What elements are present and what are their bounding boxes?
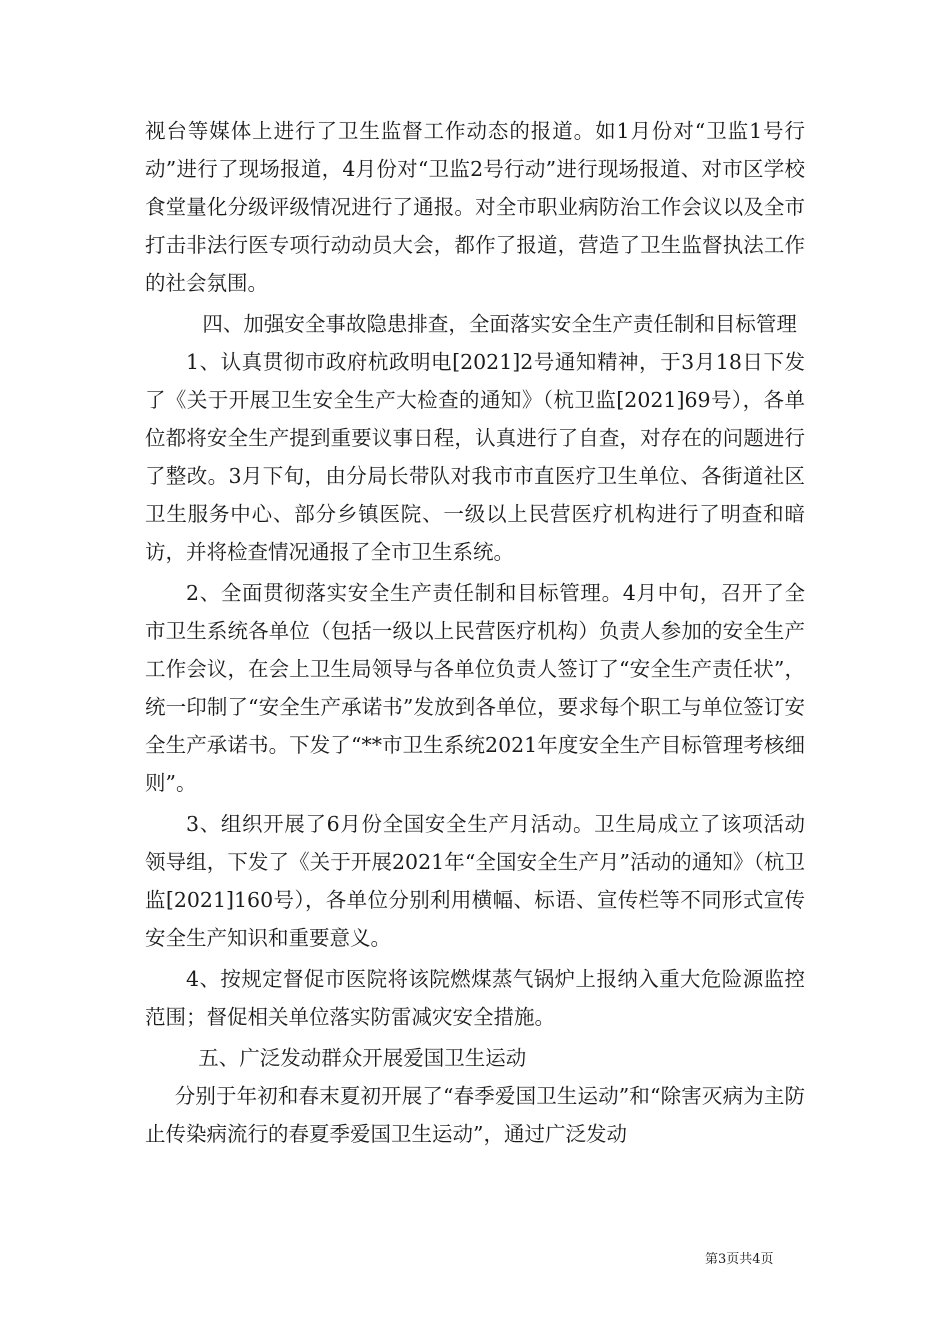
paragraph-item-4: 4、按规定督促市医院将该院燃煤蒸气锅炉上报纳入重大危险源监控范围；督促相关单位落实防雷减灾安全措施。 bbox=[145, 967, 805, 1029]
paragraph-item-3: 3、组织开展了6月份全国安全生产月活动。卫生局成立了该项活动领导组，下发了《关于开展2021年“全国安全生产月”活动的通知》（杭卫监[2021]160号），各单位分别利用横幅、标语、宣传栏等不同形式宣传安全生产知识和重要意义。 bbox=[145, 812, 805, 950]
page-number-footer: 第3页共4页 bbox=[705, 1252, 774, 1267]
paragraph-media-coverage: 视台等媒体上进行了卫生监督工作动态的报道。如1月份对“卫监1号行动”进行了现场报道，4月份对“卫监2号行动”进行现场报道、对市区学校食堂量化分级评级情况进行了通报。对全市职业病防治工作会议以及全市打击非法行医专项行动动员大会，都作了报道，营造了卫生监督执法工作的社会氛围。 bbox=[145, 119, 805, 295]
paragraph-item-2: 2、全面贯彻落实安全生产责任制和目标管理。4月中旬，召开了全市卫生系统各单位（包括一级以上民营医疗机构）负责人参加的安全生产工作会议，在会上卫生局领导与各单位负责人签订了“安全生产责任状”，统一印制了“安全生产承诺书”发放到各单位，要求每个职工与单位签订安全生产承诺书。下发了“**市卫生系统2021年度安全生产目标管理考核细则”。 bbox=[145, 581, 805, 795]
paragraph-patriotic-health: 分别于年初和春末夏初开展了“春季爱国卫生运动”和“除害灭病为主防止传染病流行的春夏季爱国卫生运动”，通过广泛发动 bbox=[145, 1084, 805, 1146]
document-body bbox=[145, 112, 805, 1153]
paragraph-item-1: 1、认真贯彻市政府杭政明电[2021]2号通知精神，于3月18日下发了《关于开展卫生安全生产大检查的通知》（杭卫监[2021]69号），各单位都将安全生产提到重要议事日程，认真进行了自查，对存在的问题进行了整改。3月下旬，由分局长带队对我市市直医疗卫生单位、各街道社区卫生服务中心、部分乡镇医院、一级以上民营医疗机构进行了明查和暗访，并将检查情况通报了全市卫生系统。 bbox=[145, 350, 805, 564]
section-heading-five: 五、广泛发动群众开展爱国卫生运动 bbox=[198, 1046, 527, 1070]
section-heading-four: 四、加强安全事故隐患排查，全面落实安全生产责任制和目标管理 bbox=[202, 312, 797, 336]
